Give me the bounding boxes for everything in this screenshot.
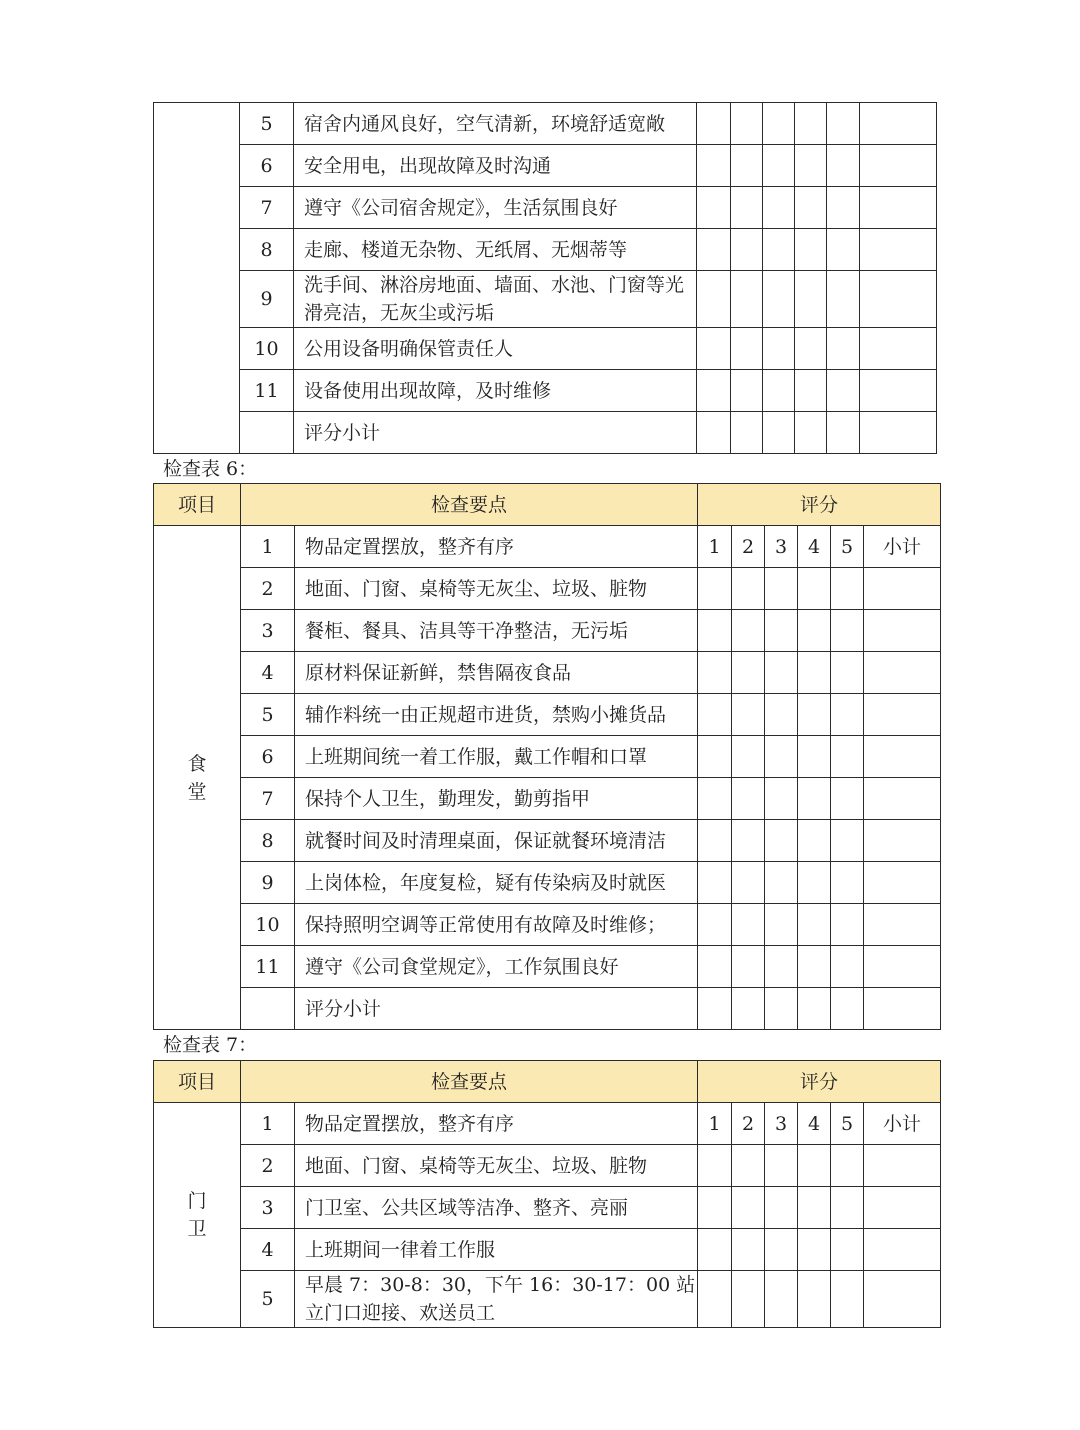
score-cell (732, 988, 765, 1030)
subtotal-cell (864, 1271, 941, 1328)
score-cell (798, 862, 831, 904)
score-cell (798, 1145, 831, 1187)
score-cell (798, 1271, 831, 1328)
score-column-5: 5 (831, 526, 864, 568)
check-point: 原材料保证新鲜，禁售隔夜食品 (295, 652, 698, 694)
score-cell (827, 412, 860, 454)
check-point: 遵守《公司宿舍规定》，生活氛围良好 (294, 187, 697, 229)
score-cell (795, 328, 827, 370)
score-column-subtotal: 小计 (864, 1103, 941, 1145)
score-cell (765, 694, 798, 736)
table-row (154, 778, 941, 820)
item-number: 8 (240, 229, 294, 271)
subtotal-cell (860, 271, 937, 328)
score-cell (698, 904, 732, 946)
item-number: 2 (241, 568, 295, 610)
subtotal-cell (864, 610, 941, 652)
score-cell (698, 736, 732, 778)
item-number: 5 (241, 1271, 295, 1328)
item-number: 10 (240, 328, 294, 370)
check-point: 走廊、楼道无杂物、无纸屑、无烟蒂等 (294, 229, 697, 271)
item-number: 9 (240, 271, 294, 328)
score-column-1: 1 (698, 526, 732, 568)
score-cell (732, 1187, 765, 1229)
score-cell (697, 412, 731, 454)
score-cell (831, 610, 864, 652)
item-number: 8 (241, 820, 295, 862)
item-number: 3 (241, 1187, 295, 1229)
check-point: 辅作料统一由正规超市进货，禁购小摊货品 (295, 694, 698, 736)
score-cell (763, 145, 795, 187)
score-cell (698, 988, 732, 1030)
table-row (154, 568, 941, 610)
check-point: 上班期间一律着工作服 (295, 1229, 698, 1271)
inspection-table-5 (153, 102, 937, 454)
score-cell (698, 946, 732, 988)
subtotal-cell (864, 1229, 941, 1271)
check-point: 早晨 7：30-8：30，下午 16：30-17：00 站立门口迎接、欢送员工 (295, 1271, 698, 1328)
score-cell (732, 652, 765, 694)
score-cell (765, 1187, 798, 1229)
table-row (154, 370, 937, 412)
item-number: 7 (241, 778, 295, 820)
check-point: 门卫室、公共区域等洁净、整齐、亮丽 (295, 1187, 698, 1229)
subtotal-cell (864, 904, 941, 946)
project-name (187, 1187, 206, 1243)
score-cell (763, 370, 795, 412)
check-point: 设备使用出现故障，及时维修 (294, 370, 697, 412)
header-project: 项目 (154, 484, 241, 526)
score-cell (731, 103, 763, 145)
subtotal-cell (860, 328, 937, 370)
table-row (154, 1229, 941, 1271)
score-cell (831, 904, 864, 946)
table-row (154, 412, 937, 454)
score-cell (698, 652, 732, 694)
inspection-table-7 (153, 1060, 941, 1328)
score-cell (732, 778, 765, 820)
score-cell (798, 568, 831, 610)
score-cell (831, 694, 864, 736)
subtotal-cell (864, 1187, 941, 1229)
project-name-char: 卫 (187, 1218, 207, 1240)
score-column-4: 4 (798, 1103, 831, 1145)
header-check-points: 检查要点 (241, 484, 698, 526)
table-row (154, 103, 937, 145)
score-cell (795, 103, 827, 145)
subtotal-label: 评分小计 (295, 988, 698, 1030)
score-cell (763, 271, 795, 328)
score-cell (827, 271, 860, 328)
subtotal-cell (864, 1145, 941, 1187)
check-point: 保持照明空调等正常使用有故障及时维修； (295, 904, 698, 946)
check-point: 物品定置摆放，整齐有序 (295, 1103, 698, 1145)
score-cell (765, 1229, 798, 1271)
table-row (154, 526, 941, 568)
score-cell (827, 229, 860, 271)
score-cell (732, 904, 765, 946)
score-cell (698, 820, 732, 862)
table-row (154, 271, 937, 328)
item-number: 6 (240, 145, 294, 187)
score-cell (765, 988, 798, 1030)
score-cell (698, 1271, 732, 1328)
subtotal-cell (864, 694, 941, 736)
score-cell (831, 1271, 864, 1328)
table-header-row (154, 484, 941, 526)
item-number: 1 (241, 526, 295, 568)
score-cell (795, 145, 827, 187)
score-cell (765, 1145, 798, 1187)
table-row (154, 1145, 941, 1187)
check-point: 上岗体检，年度复检，疑有传染病及时就医 (295, 862, 698, 904)
table-row (154, 187, 937, 229)
check-point: 保持个人卫生，勤理发，勤剪指甲 (295, 778, 698, 820)
item-number: 3 (241, 610, 295, 652)
score-cell (831, 1229, 864, 1271)
table-row (154, 946, 941, 988)
score-cell (763, 328, 795, 370)
project-cell (154, 1103, 241, 1328)
score-cell (732, 1271, 765, 1328)
score-cell (827, 328, 860, 370)
score-cell (798, 652, 831, 694)
score-cell (697, 271, 731, 328)
score-cell (795, 271, 827, 328)
score-cell (698, 778, 732, 820)
score-cell (732, 946, 765, 988)
score-cell (698, 694, 732, 736)
table-7-body (154, 1061, 941, 1328)
table-7-caption: 检查表 7： (163, 1034, 258, 1056)
score-cell (831, 1187, 864, 1229)
score-cell (765, 862, 798, 904)
score-cell (698, 610, 732, 652)
score-cell (763, 229, 795, 271)
score-cell (831, 946, 864, 988)
subtotal-cell (860, 145, 937, 187)
table-header-row (154, 1061, 941, 1103)
subtotal-cell (860, 412, 937, 454)
score-column-5: 5 (831, 1103, 864, 1145)
score-cell (732, 820, 765, 862)
item-number: 5 (240, 103, 294, 145)
score-cell (765, 1271, 798, 1328)
check-point: 就餐时间及时清理桌面，保证就餐环境清洁 (295, 820, 698, 862)
score-cell (697, 370, 731, 412)
header-score: 评分 (698, 484, 941, 526)
score-cell (731, 370, 763, 412)
table-row (154, 1187, 941, 1229)
table-row (154, 328, 937, 370)
subtotal-cell (864, 988, 941, 1030)
score-cell (831, 862, 864, 904)
project-name (187, 750, 206, 806)
table-row (154, 694, 941, 736)
score-cell (731, 328, 763, 370)
table-row (154, 229, 937, 271)
item-number: 1 (241, 1103, 295, 1145)
subtotal-label: 评分小计 (294, 412, 697, 454)
score-cell (831, 778, 864, 820)
score-cell (827, 370, 860, 412)
check-point: 地面、门窗、桌椅等无灰尘、垃圾、脏物 (295, 1145, 698, 1187)
item-number (241, 988, 295, 1030)
score-cell (732, 694, 765, 736)
score-cell (731, 271, 763, 328)
score-cell (798, 904, 831, 946)
table-6-body (154, 484, 941, 1030)
score-cell (763, 187, 795, 229)
score-cell (795, 187, 827, 229)
project-name-char: 食 (187, 752, 207, 775)
score-cell (697, 328, 731, 370)
score-column-3: 3 (765, 526, 798, 568)
subtotal-cell (864, 568, 941, 610)
subtotal-cell (864, 820, 941, 862)
table-row (154, 988, 941, 1030)
table-row (154, 904, 941, 946)
score-cell (798, 988, 831, 1030)
score-cell (732, 1145, 765, 1187)
check-point: 遵守《公司食堂规定》，工作氛围良好 (295, 946, 698, 988)
score-cell (798, 946, 831, 988)
table-row (154, 862, 941, 904)
score-column-2: 2 (732, 526, 765, 568)
score-cell (831, 652, 864, 694)
score-cell (731, 412, 763, 454)
check-point: 洗手间、淋浴房地面、墙面、水池、门窗等光滑亮洁，无灰尘或污垢 (294, 271, 697, 328)
item-number: 9 (241, 862, 295, 904)
score-column-4: 4 (798, 526, 831, 568)
header-score: 评分 (698, 1061, 941, 1103)
score-cell (697, 229, 731, 271)
score-cell (831, 820, 864, 862)
score-cell (732, 862, 765, 904)
score-cell (765, 904, 798, 946)
item-number: 4 (241, 1229, 295, 1271)
score-cell (698, 1229, 732, 1271)
score-column-2: 2 (732, 1103, 765, 1145)
score-cell (827, 103, 860, 145)
inspection-table-6 (153, 483, 941, 1030)
score-cell (795, 229, 827, 271)
table-5-body (154, 103, 937, 454)
score-column-3: 3 (765, 1103, 798, 1145)
check-point: 地面、门窗、桌椅等无灰尘、垃圾、脏物 (295, 568, 698, 610)
score-cell (798, 778, 831, 820)
table-row (154, 610, 941, 652)
score-cell (731, 187, 763, 229)
score-cell (765, 946, 798, 988)
score-cell (765, 652, 798, 694)
item-number: 4 (241, 652, 295, 694)
score-cell (827, 145, 860, 187)
check-point: 物品定置摆放，整齐有序 (295, 526, 698, 568)
table-row (154, 1271, 941, 1328)
project-cell (154, 526, 241, 1030)
subtotal-cell (864, 862, 941, 904)
score-cell (827, 187, 860, 229)
score-cell (798, 694, 831, 736)
score-column-1: 1 (698, 1103, 732, 1145)
check-point: 上班期间统一着工作服，戴工作帽和口罩 (295, 736, 698, 778)
check-point: 宿舍内通风良好，空气清新，环境舒适宽敞 (294, 103, 697, 145)
score-cell (831, 736, 864, 778)
score-cell (798, 820, 831, 862)
score-cell (798, 1229, 831, 1271)
subtotal-cell (860, 187, 937, 229)
item-number: 10 (241, 904, 295, 946)
subtotal-cell (860, 370, 937, 412)
item-number (240, 412, 294, 454)
score-column-subtotal: 小计 (864, 526, 941, 568)
score-cell (765, 778, 798, 820)
table-row (154, 736, 941, 778)
score-cell (831, 1145, 864, 1187)
score-cell (732, 736, 765, 778)
score-cell (765, 820, 798, 862)
subtotal-cell (860, 229, 937, 271)
item-number: 7 (240, 187, 294, 229)
subtotal-cell (864, 652, 941, 694)
check-point: 餐柜、餐具、洁具等干净整洁，无污垢 (295, 610, 698, 652)
score-cell (697, 187, 731, 229)
item-number: 11 (241, 946, 295, 988)
score-cell (732, 610, 765, 652)
score-cell (697, 145, 731, 187)
item-number: 5 (241, 694, 295, 736)
score-cell (698, 862, 732, 904)
project-name-char: 门 (187, 1190, 207, 1212)
header-project: 项目 (154, 1061, 241, 1103)
item-number: 2 (241, 1145, 295, 1187)
check-point: 公用设备明确保管责任人 (294, 328, 697, 370)
check-point: 安全用电，出现故障及时沟通 (294, 145, 697, 187)
project-cell (154, 103, 240, 454)
score-cell (765, 610, 798, 652)
score-cell (698, 568, 732, 610)
score-cell (732, 1229, 765, 1271)
table-row (154, 820, 941, 862)
item-number: 11 (240, 370, 294, 412)
score-cell (732, 568, 765, 610)
score-cell (831, 988, 864, 1030)
score-cell (731, 145, 763, 187)
subtotal-cell (860, 103, 937, 145)
score-cell (697, 103, 731, 145)
subtotal-cell (864, 736, 941, 778)
score-cell (798, 736, 831, 778)
score-cell (798, 1187, 831, 1229)
score-cell (765, 736, 798, 778)
table-row (154, 652, 941, 694)
project-name-char: 堂 (187, 780, 207, 803)
score-cell (765, 568, 798, 610)
score-cell (763, 412, 795, 454)
score-cell (763, 103, 795, 145)
subtotal-cell (864, 778, 941, 820)
item-number: 6 (241, 736, 295, 778)
score-cell (795, 412, 827, 454)
table-row (154, 145, 937, 187)
score-cell (698, 1145, 732, 1187)
subtotal-cell (864, 946, 941, 988)
score-cell (795, 370, 827, 412)
table-6-caption: 检查表 6： (163, 458, 258, 480)
score-cell (831, 568, 864, 610)
score-cell (698, 1187, 732, 1229)
score-cell (798, 610, 831, 652)
header-check-points: 检查要点 (241, 1061, 698, 1103)
table-row (154, 1103, 941, 1145)
score-cell (731, 229, 763, 271)
